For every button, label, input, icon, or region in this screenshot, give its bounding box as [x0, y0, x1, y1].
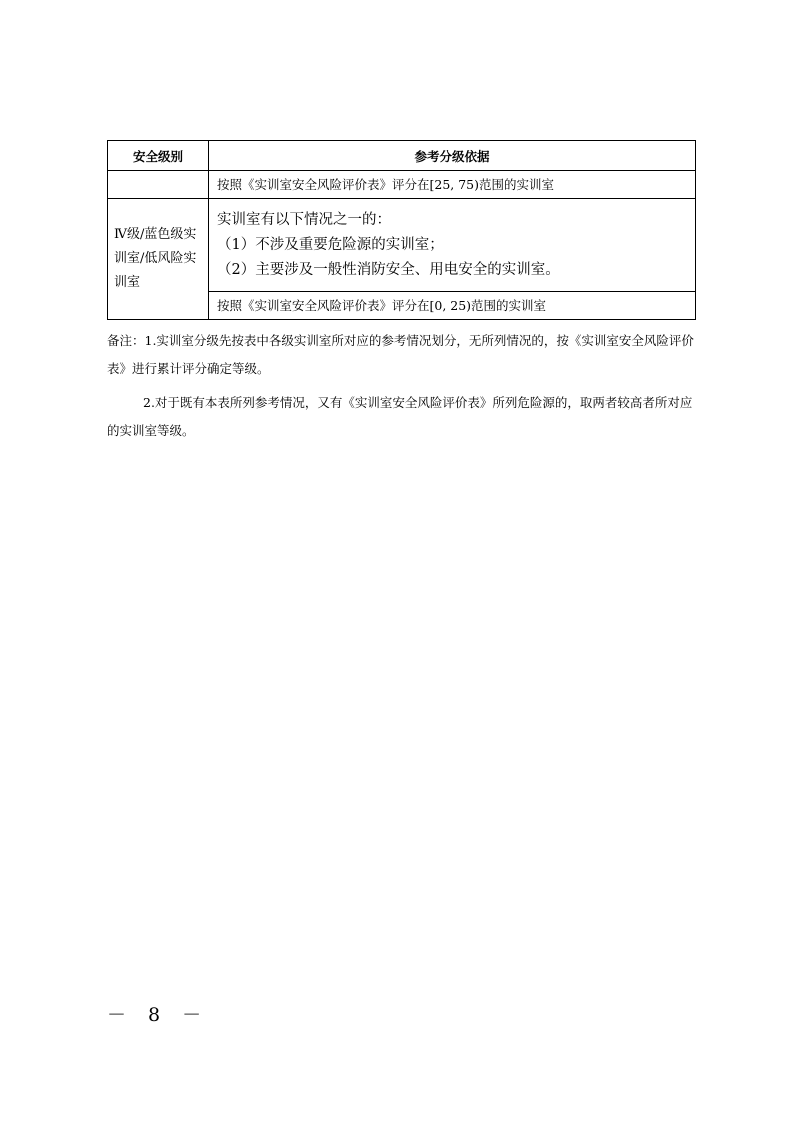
- score-range-cell-0-25: 按照《实训室安全风险评价表》评分在[0, 25)范围的实训室: [209, 292, 696, 320]
- table-row: [108, 171, 696, 199]
- header-reference-basis: 参考分级依据: [209, 141, 696, 171]
- table-header-row: [108, 141, 696, 171]
- header-safety-level: 安全级别: [108, 141, 209, 171]
- level-iv-cell: Ⅳ级/蓝色级实训室/低风险实训室: [108, 199, 209, 320]
- level-iv-conditions-cell: [209, 199, 696, 292]
- condition-intro: 实训室有以下情况之一的：: [217, 212, 391, 228]
- safety-level-table: [107, 140, 696, 320]
- note-1: 备注：1.实训室分级先按表中各级实训室所对应的参考情况划分，无所列情况的，按《实训室安全风险评价表》进行累计评分确定等级。: [107, 332, 694, 376]
- level-cell-empty: [108, 171, 209, 199]
- page-number: － 8 －: [107, 1004, 210, 1026]
- score-range-cell-25-75: 按照《实训室安全风险评价表》评分在[25, 75)范围的实训室: [209, 171, 696, 199]
- condition-item-1: （1）不涉及重要危险源的实训室；: [217, 237, 444, 253]
- note-2: 2.对于既有本表所列参考情况，又有《实训室安全风险评价表》所列危险源的，取两者较高者所对应的实训室等级。: [107, 394, 693, 438]
- condition-item-2: （2）主要涉及一般性消防安全、用电安全的实训室。: [217, 262, 560, 278]
- table-row: [108, 199, 696, 292]
